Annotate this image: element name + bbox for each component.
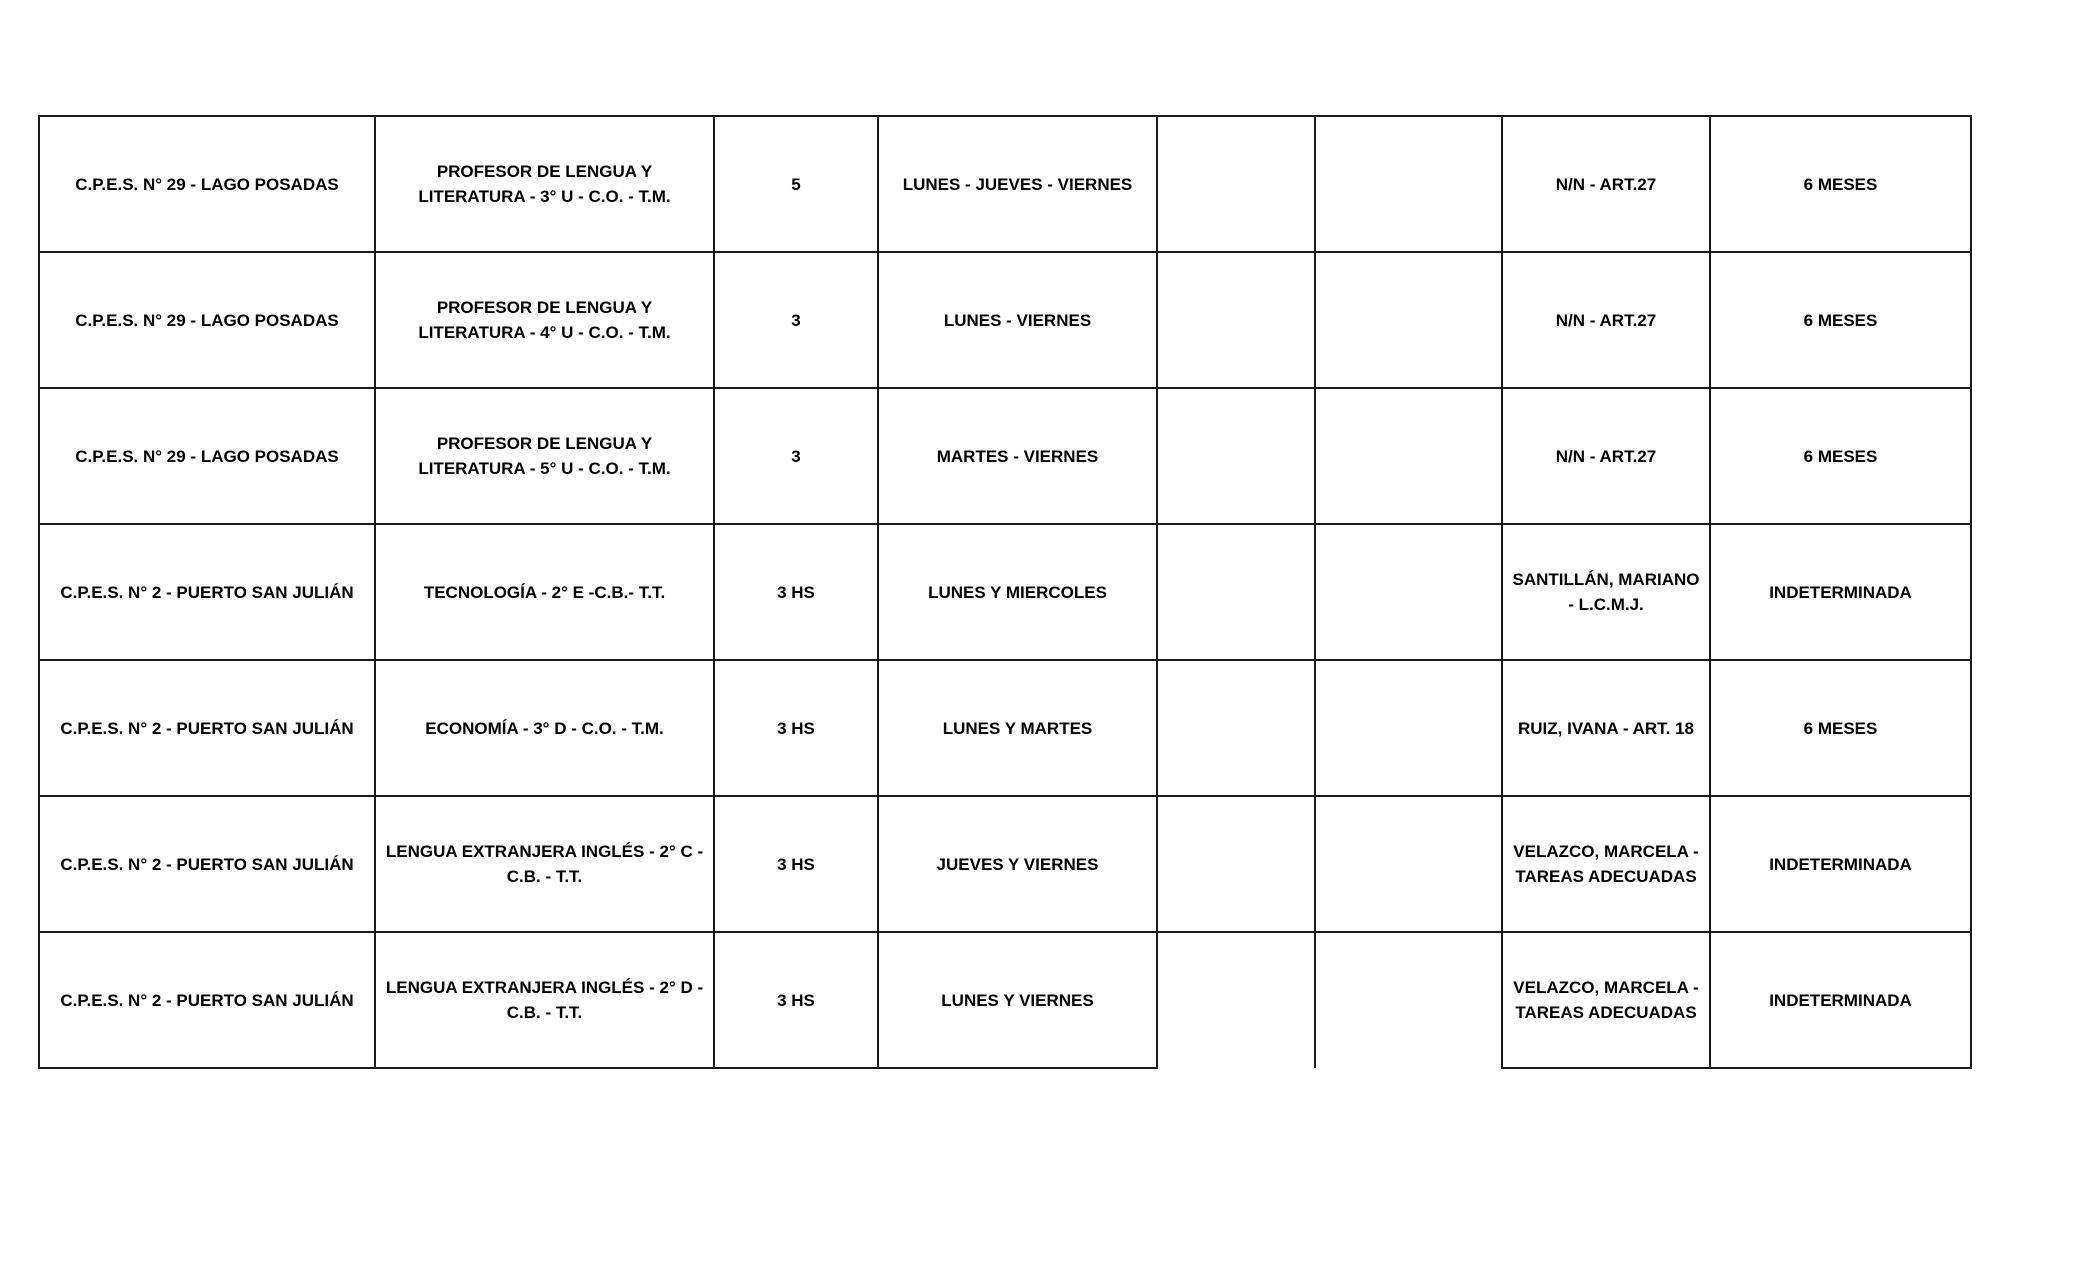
empty-cell xyxy=(1315,660,1502,796)
duration-cell: 6 MESES xyxy=(1710,116,1971,252)
table-row xyxy=(39,116,1971,252)
position-cell: LENGUA EXTRANJERA INGLÉS - 2° C - C.B. - T.T. xyxy=(375,796,714,932)
empty-cell xyxy=(1315,252,1502,388)
duration-cell: INDETERMINADA xyxy=(1710,524,1971,660)
days-cell: JUEVES Y VIERNES xyxy=(878,796,1157,932)
hours-cell: 3 xyxy=(714,388,878,524)
school-cell: C.P.E.S. N° 2 - PUERTO SAN JULIÁN xyxy=(39,932,375,1068)
days-cell: LUNES - VIERNES xyxy=(878,252,1157,388)
empty-cell xyxy=(1157,660,1315,796)
position-cell: LENGUA EXTRANJERA INGLÉS - 2° D - C.B. - T.T. xyxy=(375,932,714,1068)
days-cell: LUNES Y MARTES xyxy=(878,660,1157,796)
school-cell: C.P.E.S. N° 2 - PUERTO SAN JULIÁN xyxy=(39,660,375,796)
holder-cell: SANTILLÁN, MARIANO - L.C.M.J. xyxy=(1502,524,1710,660)
holder-cell: N/N - ART.27 xyxy=(1502,388,1710,524)
duration-cell: INDETERMINADA xyxy=(1710,796,1971,932)
empty-cell xyxy=(1315,796,1502,932)
days-cell: MARTES - VIERNES xyxy=(878,388,1157,524)
vacancies-table xyxy=(38,115,1972,1069)
position-cell: ECONOMÍA - 3° D - C.O. - T.M. xyxy=(375,660,714,796)
duration-cell: 6 MESES xyxy=(1710,660,1971,796)
empty-cell xyxy=(1157,796,1315,932)
empty-cell xyxy=(1157,116,1315,252)
empty-cell xyxy=(1315,932,1502,1068)
days-cell: LUNES Y MIERCOLES xyxy=(878,524,1157,660)
hours-cell: 3 HS xyxy=(714,524,878,660)
holder-cell: N/N - ART.27 xyxy=(1502,252,1710,388)
school-cell: C.P.E.S. N° 29 - LAGO POSADAS xyxy=(39,388,375,524)
school-cell: C.P.E.S. N° 29 - LAGO POSADAS xyxy=(39,252,375,388)
hours-cell: 3 xyxy=(714,252,878,388)
empty-cell xyxy=(1315,524,1502,660)
hours-cell: 3 HS xyxy=(714,660,878,796)
position-cell: TECNOLOGÍA - 2° E -C.B.- T.T. xyxy=(375,524,714,660)
empty-cell xyxy=(1315,116,1502,252)
duration-cell: 6 MESES xyxy=(1710,388,1971,524)
school-cell: C.P.E.S. N° 2 - PUERTO SAN JULIÁN xyxy=(39,796,375,932)
empty-cell xyxy=(1315,388,1502,524)
table-row xyxy=(39,932,1971,1068)
empty-cell xyxy=(1157,388,1315,524)
position-cell: PROFESOR DE LENGUA Y LITERATURA - 5° U - C.O. - T.M. xyxy=(375,388,714,524)
duration-cell: 6 MESES xyxy=(1710,252,1971,388)
hours-cell: 5 xyxy=(714,116,878,252)
school-cell: C.P.E.S. N° 2 - PUERTO SAN JULIÁN xyxy=(39,524,375,660)
hours-cell: 3 HS xyxy=(714,932,878,1068)
table-row xyxy=(39,388,1971,524)
empty-cell xyxy=(1157,932,1315,1068)
table-row xyxy=(39,524,1971,660)
days-cell: LUNES Y VIERNES xyxy=(878,932,1157,1068)
position-cell: PROFESOR DE LENGUA Y LITERATURA - 3° U - C.O. - T.M. xyxy=(375,116,714,252)
holder-cell: VELAZCO, MARCELA - TAREAS ADECUADAS xyxy=(1502,932,1710,1068)
holder-cell: N/N - ART.27 xyxy=(1502,116,1710,252)
empty-cell xyxy=(1157,524,1315,660)
school-cell: C.P.E.S. N° 29 - LAGO POSADAS xyxy=(39,116,375,252)
days-cell: LUNES - JUEVES - VIERNES xyxy=(878,116,1157,252)
position-cell: PROFESOR DE LENGUA Y LITERATURA - 4° U - C.O. - T.M. xyxy=(375,252,714,388)
table-row xyxy=(39,660,1971,796)
holder-cell: VELAZCO, MARCELA - TAREAS ADECUADAS xyxy=(1502,796,1710,932)
hours-cell: 3 HS xyxy=(714,796,878,932)
table-row xyxy=(39,796,1971,932)
empty-cell xyxy=(1157,252,1315,388)
duration-cell: INDETERMINADA xyxy=(1710,932,1971,1068)
table-row xyxy=(39,252,1971,388)
holder-cell: RUIZ, IVANA - ART. 18 xyxy=(1502,660,1710,796)
